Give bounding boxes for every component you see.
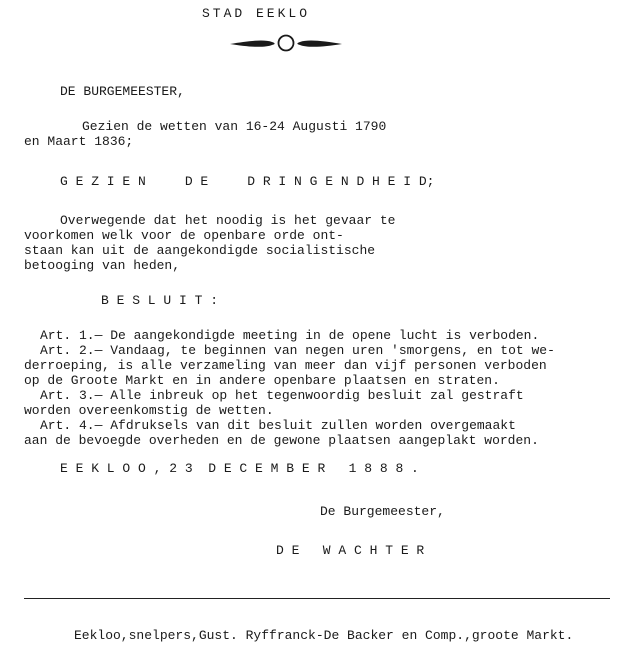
article-line: Art. 2.— Vandaag, te beginnen van negen uren 'smorgens, en tot we- bbox=[40, 343, 555, 358]
article-line: derroeping, is alle verzameling van meer dan vijf personen verboden bbox=[24, 358, 547, 373]
preamble-line-1: Overwegende dat het noodig is het gevaar te bbox=[60, 213, 396, 228]
footer-divider bbox=[24, 598, 610, 599]
article-line: aan de bevoegde overheden en de gewone plaatsen aangeplakt worden. bbox=[24, 433, 539, 448]
article-line: Art. 4.— Afdruksels van dit besluit zullen worden overgemaakt bbox=[40, 418, 516, 433]
article-line: op de Groote Markt en in andere openbare plaatsen en straten. bbox=[24, 373, 500, 388]
date-line: E E K L O O , 2 3 D E C E M B E R 1 8 8 8 . bbox=[60, 461, 419, 476]
preamble-line-2: voorkomen welk voor de openbare orde ont- bbox=[24, 228, 344, 243]
consideration-line-2: en Maart 1836; bbox=[24, 134, 134, 149]
article-line: worden overeenkomstig de wetten. bbox=[24, 403, 274, 418]
urgency-clause: G E Z I E N D E D R I N G E N D H E I D; bbox=[60, 174, 435, 189]
city-title: STAD EEKLO bbox=[202, 6, 311, 21]
addressee: DE BURGEMEESTER, bbox=[60, 84, 185, 99]
signature-title: De Burgemeester, bbox=[320, 504, 445, 519]
article-line: Art. 1.— De aangekondigde meeting in de opene lucht is verboden. bbox=[40, 328, 540, 343]
consideration-line-1: Gezien de wetten van 16-24 Augusti 1790 bbox=[82, 119, 387, 134]
signature-name: D E W A C H T E R bbox=[276, 543, 425, 558]
decision-heading: B E S L U I T : bbox=[101, 293, 219, 308]
printer-credit: Eekloo,snelpers,Gust. Ryffranck-De Backer en Comp.,groote Markt. bbox=[74, 628, 574, 643]
preamble-line-3: staan kan uit de aangekondigde socialistische bbox=[24, 243, 376, 258]
scroll-ornament-icon bbox=[228, 33, 344, 53]
preamble-line-4: betooging van heden, bbox=[24, 258, 181, 273]
article-line: Art. 3.— Alle inbreuk op het tegenwoordig besluit zal gestraft bbox=[40, 388, 524, 403]
